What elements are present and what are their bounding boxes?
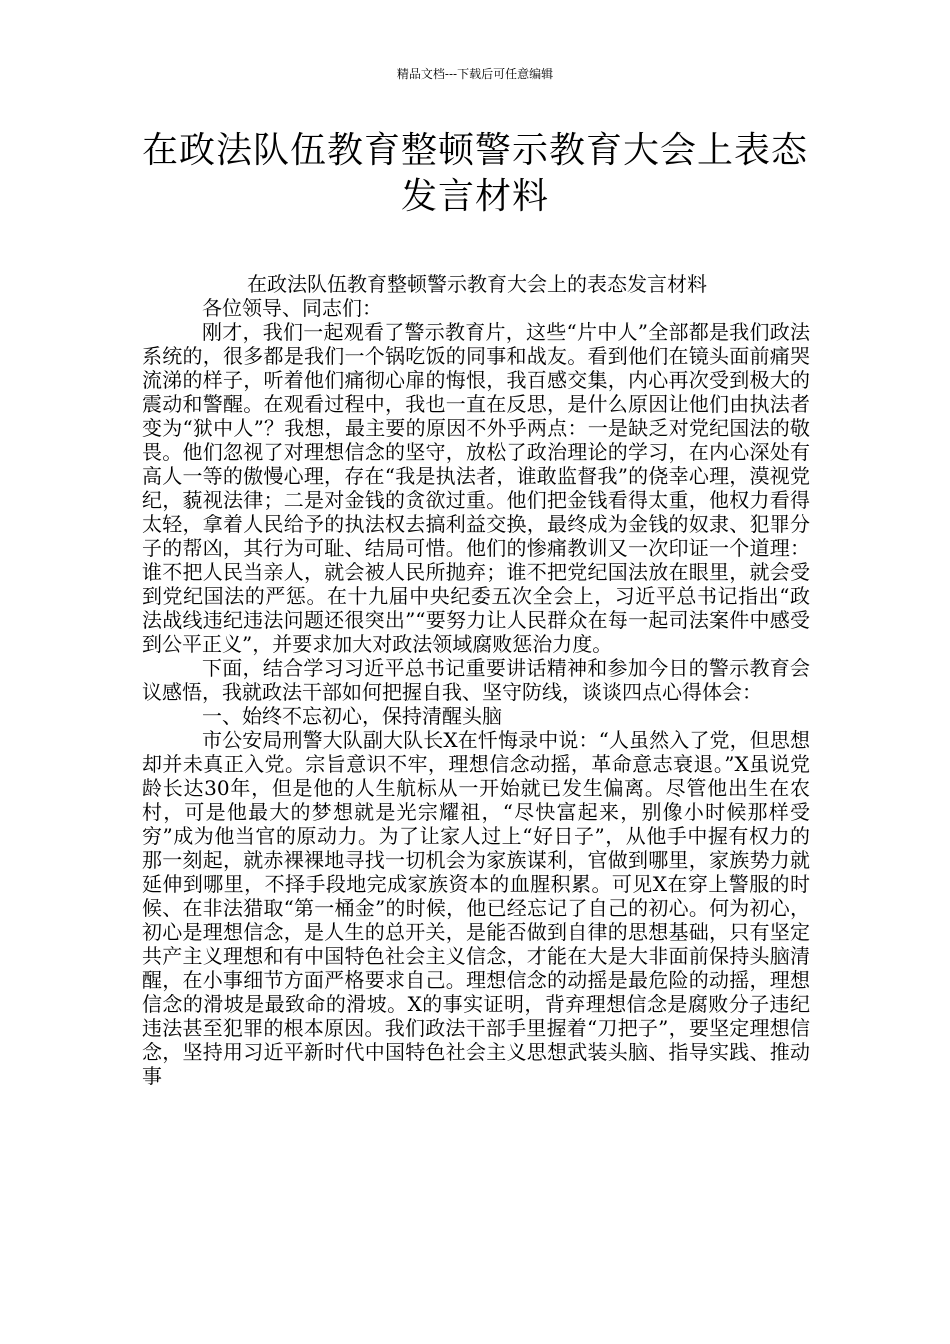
title-line-1: 在政法队伍教育整顿警示教育大会上表态 — [141, 130, 808, 171]
document-subtitle: 在政法队伍教育整顿警示教育大会上的表态发言材料 — [247, 272, 707, 296]
paragraph-1: 刚才，我们一起观看了警示教育片，这些“片中人”全部都是我们政法系统的，很多都是我们一个锅吃饭的同事和战友。看到他们在镜头面前痛哭流涕的样子，听着他们痛彻心扉的悔恨，我百感交集，内心再次受到极大的震动和警醒。在观看过程中，我也一直在反思，是什么原因让他们由执法者变为“狱中人”？我想，最主要的原因不外乎两点：一是缺乏对党纪国法的敬畏。他们忽视了对理想信念的坚守，放松了政治理论的学习，在内心深处有高人一等的傲慢心理，存在“我是执法者，谁敢监督我”的侥幸心理，漠视党纪，藐视法律；二是对金钱的贪欲过重。他们把金钱看得太重，他权力看得太轻，拿着人民给予的执法权去搞利益交换，最终成为金钱的奴隶、犯罪分子的帮凶，其行为可耻、结局可惜。他们的惨痛教训又一次印证一个道理：谁不把人民当亲人，就会被人民所抛弃；谁不把党纪国法放在眼里，就会受到党纪国法的严惩。在十九届中央纪委五次全会上，习近平总书记指出“政法战线违纪违法问题还很突出”“要努力让人民群众在每一起司法案件中感受到公平正义”，并要求加大对政法领域腐败惩治力度。 — [142, 320, 810, 656]
salutation: 各位领导、同志们： — [202, 296, 382, 320]
section-heading-1: 一、始终不忘初心，保持清醒头脑 — [202, 704, 502, 728]
document-body — [142, 272, 810, 1088]
section-1-paragraph: 市公安局刑警大队副大队长X在忏悔录中说：“人虽然入了党，但思想却并未真正入党。宗旨意识不牢，理想信念动摇，革命意志衰退。”X虽说党龄长达30年，但是他的人生航标从一开始就已发生偏离。尽管他出生在农村，可是他最大的梦想就是光宗耀祖，“尽快富起来，别像小时候那样受穷”成为他当官的原动力。为了让家人过上“好日子”，从他手中握有权力的那一刻起，就赤裸裸地寻找一切机会为家族谋利，官做到哪里，家族势力就延伸到哪里，不择手段地完成家族资本的血腥积累。可见X在穿上警服的时候、在非法猎取“第一桶金”的时候，他已经忘记了自己的初心。何为初心，初心是理想信念，是人生的总开关，是能否做到自律的思想基础，只有坚定共产主义理想和有中国特色社会主义信念，才能在大是大非面前保持头脑清醒，在小事细节方面严格要求自己。理想信念的动摇是最危险的动摇，理想信念的滑坡是最致命的滑坡。X的事实证明，背弃理想信念是腐败分子违纪违法甚至犯罪的根本原因。我们政法干部手里握着“刀把子”，要坚定理想信念，坚持用习近平新时代中国特色社会主义思想武装头脑、指导实践、推动事 — [142, 728, 810, 1088]
header-note: 精品文档---下载后可任意编辑 — [396, 67, 554, 81]
paragraph-2: 下面，结合学习习近平总书记重要讲话精神和参加今日的警示教育会议感悟，我就政法干部如何把握自我、坚守防线，谈谈四点心得体会： — [142, 656, 810, 704]
title-line-2: 发言材料 — [400, 176, 549, 217]
document-title — [0, 128, 950, 220]
